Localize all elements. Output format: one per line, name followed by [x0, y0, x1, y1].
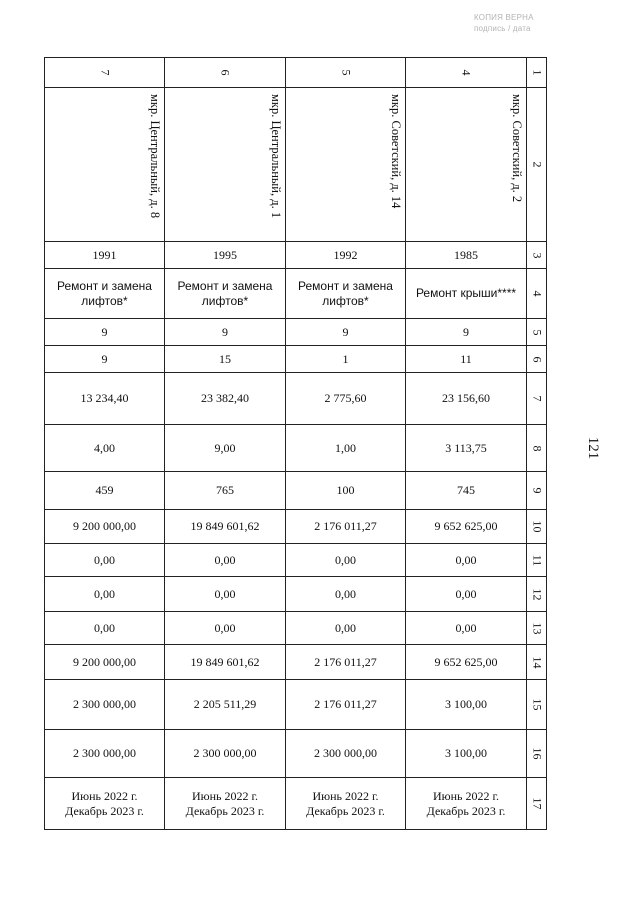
- table-row: [45, 510, 547, 544]
- table-row: [45, 472, 547, 510]
- cell: 15: [165, 346, 286, 373]
- cell: 9: [45, 346, 165, 373]
- table-row: [45, 425, 547, 472]
- cell: 0,00: [165, 577, 286, 612]
- work-type-cell: Ремонт и замена лифтов*: [45, 269, 165, 319]
- cell: 19 849 601,62: [165, 645, 286, 680]
- cell: 9: [165, 319, 286, 346]
- year-cell: 1992: [286, 242, 406, 269]
- table-row: [45, 680, 547, 730]
- table-row: [45, 730, 547, 778]
- work-type-cell: Ремонт и замена лифтов*: [286, 269, 406, 319]
- cell: 2 176 011,27: [286, 645, 406, 680]
- table-row: [45, 544, 547, 577]
- year-cell: 1985: [406, 242, 527, 269]
- cell: 23 156,60: [406, 373, 527, 425]
- year-cell: 1995: [165, 242, 286, 269]
- cell: 0,00: [165, 612, 286, 645]
- row-index: 9: [527, 472, 547, 510]
- row-index: 16: [527, 730, 547, 778]
- table-row: [45, 88, 547, 242]
- stamp-line-2: подпись / дата: [474, 24, 531, 33]
- work-type-cell: Ремонт крыши****: [406, 269, 527, 319]
- cell: 0,00: [286, 544, 406, 577]
- cell: 9: [406, 319, 527, 346]
- cell: 9 652 625,00: [406, 645, 527, 680]
- cell: 9: [45, 319, 165, 346]
- address-cell: мкр. Центральный, д. 8: [45, 88, 165, 242]
- period-cell: Июнь 2022 г. Декабрь 2023 г.: [286, 778, 406, 830]
- cell: 765: [165, 472, 286, 510]
- column-number: 4: [406, 58, 527, 88]
- cell: 0,00: [45, 544, 165, 577]
- cell: 1: [286, 346, 406, 373]
- cell: 2 300 000,00: [45, 730, 165, 778]
- cell: 19 849 601,62: [165, 510, 286, 544]
- cell: 9: [286, 319, 406, 346]
- table-row: [45, 242, 547, 269]
- row-index: 7: [527, 373, 547, 425]
- cell: 3 100,00: [406, 680, 527, 730]
- cell: 1,00: [286, 425, 406, 472]
- cell: 2 775,60: [286, 373, 406, 425]
- row-index: 15: [527, 680, 547, 730]
- cell: 0,00: [286, 612, 406, 645]
- address-cell: мкр. Центральный, д. 1: [165, 88, 286, 242]
- row-index: 8: [527, 425, 547, 472]
- row-index: 5: [527, 319, 547, 346]
- cell: 0,00: [406, 544, 527, 577]
- cell: 0,00: [286, 577, 406, 612]
- row-index: 12: [527, 577, 547, 612]
- period-cell: Июнь 2022 г. Декабрь 2023 г.: [45, 778, 165, 830]
- page-number: 121: [585, 436, 601, 460]
- row-index: 10: [527, 510, 547, 544]
- period-cell: Июнь 2022 г. Декабрь 2023 г.: [406, 778, 527, 830]
- period-cell: Июнь 2022 г. Декабрь 2023 г.: [165, 778, 286, 830]
- table-row: [45, 778, 547, 830]
- column-number: 6: [165, 58, 286, 88]
- cell: 3 113,75: [406, 425, 527, 472]
- cell: 2 176 011,27: [286, 510, 406, 544]
- cell: 0,00: [45, 612, 165, 645]
- cell: 2 300 000,00: [165, 730, 286, 778]
- cell: 9 200 000,00: [45, 510, 165, 544]
- cell: 2 300 000,00: [45, 680, 165, 730]
- row-index: 13: [527, 612, 547, 645]
- table-row: [45, 319, 547, 346]
- row-index: 3: [527, 242, 547, 269]
- cell: 9 200 000,00: [45, 645, 165, 680]
- year-cell: 1991: [45, 242, 165, 269]
- row-index: 11: [527, 544, 547, 577]
- cell: 23 382,40: [165, 373, 286, 425]
- cell: 0,00: [165, 544, 286, 577]
- address-cell: мкр. Советский, д. 14: [286, 88, 406, 242]
- row-index: 14: [527, 645, 547, 680]
- cell: 2 176 011,27: [286, 680, 406, 730]
- table-row: [45, 612, 547, 645]
- row-index: 4: [527, 269, 547, 319]
- cell: 0,00: [406, 612, 527, 645]
- table-row: [45, 58, 547, 88]
- table-row: [45, 373, 547, 425]
- cell: 100: [286, 472, 406, 510]
- cell: 459: [45, 472, 165, 510]
- cell: 9 652 625,00: [406, 510, 527, 544]
- row-index: 17: [527, 778, 547, 830]
- cell: 9,00: [165, 425, 286, 472]
- cell: 2 300 000,00: [286, 730, 406, 778]
- cell: 3 100,00: [406, 730, 527, 778]
- table-row: [45, 645, 547, 680]
- work-type-cell: Ремонт и замена лифтов*: [165, 269, 286, 319]
- cell: 745: [406, 472, 527, 510]
- table-row: [45, 577, 547, 612]
- cell: 2 205 511,29: [165, 680, 286, 730]
- stamp-line-1: КОПИЯ ВЕРНА: [474, 13, 534, 22]
- table-row: [45, 269, 547, 319]
- column-number: 7: [45, 58, 165, 88]
- certification-stamp: [474, 12, 586, 40]
- cell: 4,00: [45, 425, 165, 472]
- column-number: 5: [286, 58, 406, 88]
- row-index: 2: [527, 88, 547, 242]
- address-cell: мкр. Советский, д. 2: [406, 88, 527, 242]
- cell: 0,00: [406, 577, 527, 612]
- cell: 0,00: [45, 577, 165, 612]
- cell: 11: [406, 346, 527, 373]
- row-index: 6: [527, 346, 547, 373]
- cell: 13 234,40: [45, 373, 165, 425]
- row-index: 1: [527, 58, 547, 88]
- data-table: [44, 57, 547, 830]
- table-row: [45, 346, 547, 373]
